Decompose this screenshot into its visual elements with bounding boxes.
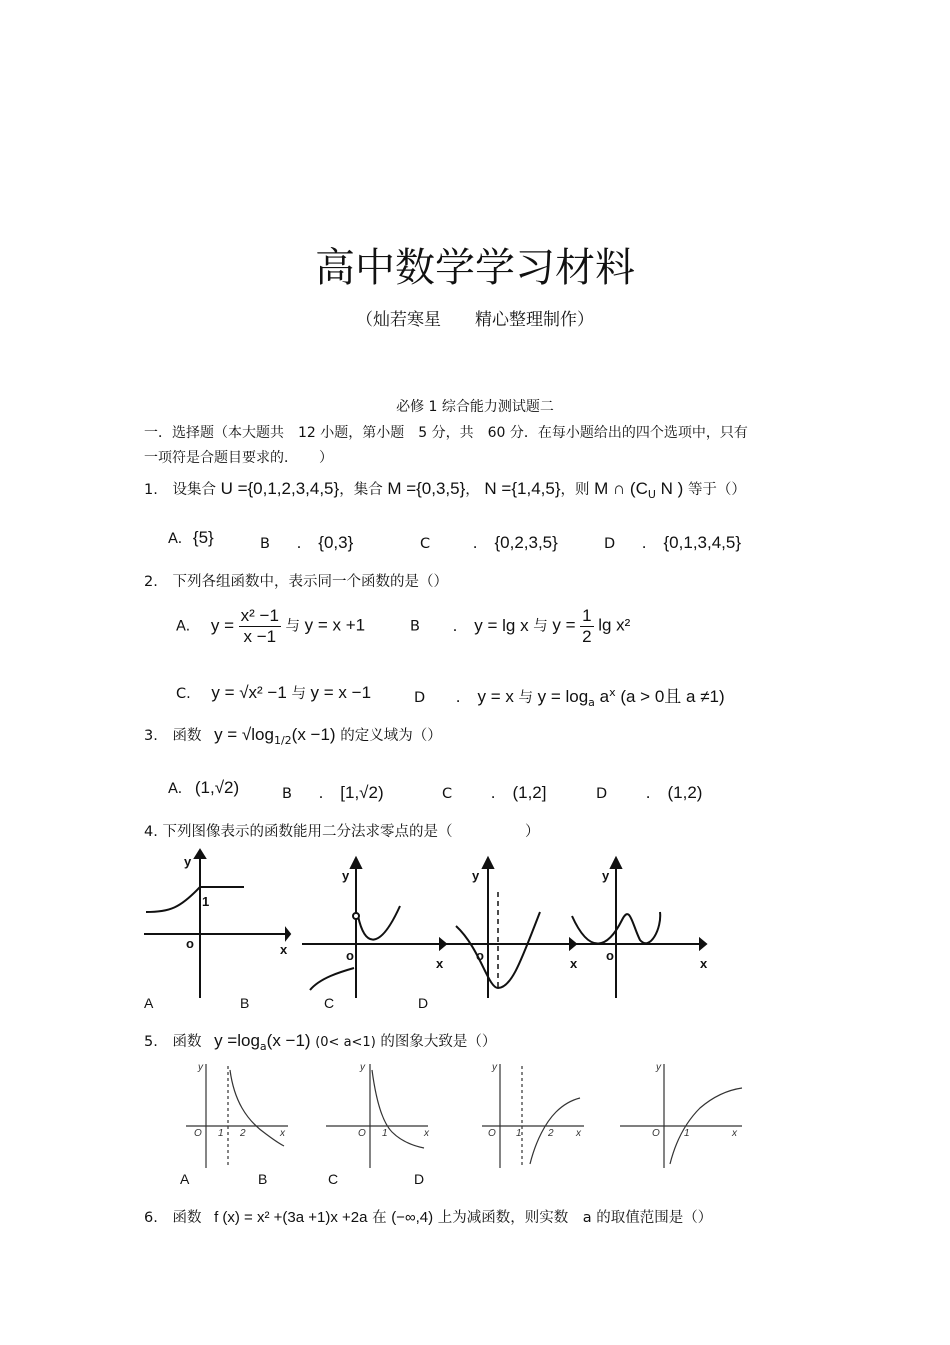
- axis-label-x: x: [424, 1128, 429, 1139]
- axis-label-y: y: [184, 854, 192, 869]
- axis-label-x: x: [732, 1128, 737, 1139]
- graph-a-curve: [146, 887, 244, 912]
- axis-mark-one: 1: [516, 1128, 522, 1139]
- q3-option-c[interactable]: [442, 778, 546, 803]
- graph-b-curve: [358, 906, 400, 940]
- question-number: 1.: [144, 482, 158, 498]
- q1-option-a[interactable]: [168, 528, 214, 548]
- y-axis-arrow: [195, 850, 205, 858]
- expression: y = √x² −1: [211, 683, 287, 702]
- connector: 与: [285, 618, 301, 635]
- condition: (0< a<1): [315, 1035, 376, 1050]
- subscript: 1/2: [273, 733, 292, 747]
- graph-b-curve: [372, 1070, 424, 1148]
- axis-label-x: x: [280, 942, 288, 957]
- axis-label-x: x: [280, 1128, 285, 1139]
- section-heading-line2: 一项符是合题目要求的． ）: [144, 450, 333, 466]
- y-axis-arrow: [351, 858, 361, 868]
- q2-option-a[interactable]: [176, 606, 365, 647]
- graph-label-c: C: [328, 1171, 339, 1187]
- graph-b-lower-curve: [310, 968, 354, 990]
- fraction: [580, 606, 593, 647]
- q2-option-b[interactable]: [410, 606, 630, 647]
- subscript: a: [588, 695, 595, 709]
- set-n: N ={1,4,5}: [484, 479, 561, 498]
- subscript: a: [259, 1039, 267, 1053]
- question-text: 在: [372, 1210, 387, 1226]
- question-number: 5.: [144, 1034, 158, 1050]
- graph-label-d: D: [418, 995, 429, 1011]
- q1-option-d[interactable]: [604, 528, 741, 553]
- question-2: [144, 570, 448, 591]
- expression: y =log: [214, 1031, 260, 1050]
- q3-option-b[interactable]: [282, 778, 384, 803]
- expression: (x −1): [291, 725, 336, 744]
- option-value: . (1,2): [645, 783, 703, 802]
- test-title: 必修 1 综合能力测试题二: [396, 399, 554, 415]
- q2-option-c[interactable]: [176, 682, 371, 703]
- question-number: 2.: [144, 574, 158, 590]
- connector: 与: [533, 618, 548, 635]
- expression: . y = lg x: [452, 615, 529, 635]
- option-label: A.: [176, 618, 191, 635]
- expression: (x −1): [266, 1031, 311, 1050]
- axis-mark-one: 1: [202, 894, 210, 909]
- question-tail: 的定义域为（）: [340, 728, 442, 744]
- separator: ，: [465, 482, 480, 498]
- option-label: D: [596, 786, 608, 802]
- expression: N ): [655, 479, 684, 498]
- axis-label-y: y: [342, 868, 350, 883]
- option-label: C: [420, 536, 431, 552]
- origin-label: O: [358, 1128, 366, 1139]
- graph-label-d: D: [414, 1171, 425, 1187]
- expression: . y = x: [455, 687, 514, 706]
- page-subtitle: （灿若寒星 精心整理制作）: [356, 310, 594, 330]
- origin-label: o: [476, 948, 484, 963]
- axis-label-y: y: [360, 1062, 365, 1073]
- option-value: . {0,3}: [296, 533, 354, 552]
- axis-mark-two: 2: [240, 1128, 246, 1139]
- subscript: U: [647, 487, 656, 501]
- origin-label: o: [606, 948, 614, 963]
- axis-label-y: y: [198, 1062, 203, 1073]
- axis-label-x: x: [570, 956, 578, 971]
- section-heading-line1: 一．选择题（本大题共 12 小题，第小题 5 分，共 60 分．在每小题给出的四个选项中，只有: [144, 425, 748, 441]
- condition: (a > 0且 a ≠1): [615, 687, 725, 706]
- expression: y = log: [537, 687, 589, 706]
- x-axis-arrow: [700, 939, 706, 949]
- axis-mark-one: 1: [218, 1128, 224, 1139]
- axis-label-y: y: [602, 868, 610, 883]
- axis-label-x: x: [576, 1128, 581, 1139]
- question-text: 设集合: [172, 482, 216, 498]
- question-4: 4. 下列图像表示的函数能用二分法求零点的是（ ）: [144, 824, 540, 840]
- option-label: B: [410, 618, 420, 635]
- origin-label: o: [346, 948, 354, 963]
- numerator: x² −1: [240, 606, 279, 625]
- connector: 与: [518, 690, 533, 706]
- x-axis-arrow: [440, 939, 446, 949]
- q5-graphs-figure: [176, 1060, 756, 1190]
- option-value: . {0,2,3,5}: [472, 533, 558, 552]
- axis-mark-one: 1: [382, 1128, 388, 1139]
- x-axis-arrow: [286, 929, 290, 939]
- page-title: 高中数学学习材料: [315, 245, 635, 291]
- q3-option-d[interactable]: [596, 778, 702, 803]
- denominator: 2: [582, 627, 592, 646]
- set-m: M ={0,3,5}: [387, 479, 466, 498]
- question-1: [144, 478, 746, 501]
- graph-label-c: C: [324, 995, 335, 1011]
- axis-mark-two: 2: [548, 1128, 554, 1139]
- expression: M ∩ (C: [594, 479, 648, 498]
- q1-option-b[interactable]: [260, 528, 353, 553]
- expression: f (x) = x² +(3a +1)x +2a: [214, 1209, 368, 1226]
- origin-label: O: [652, 1128, 660, 1139]
- option-label: B: [260, 536, 270, 552]
- option-value: . {0,1,3,4,5}: [641, 533, 742, 552]
- axis-label-y: y: [492, 1062, 497, 1073]
- question-tail: 等于（）: [687, 482, 746, 498]
- expression: y =: [552, 615, 576, 635]
- option-label: A.: [168, 531, 183, 547]
- graph-b-open-point: [353, 913, 359, 919]
- axis-label-y: y: [656, 1062, 661, 1073]
- graph-label-a: A: [144, 995, 154, 1011]
- origin-label: O: [194, 1128, 202, 1139]
- q1-option-c[interactable]: [420, 528, 558, 553]
- x-axis-arrow: [570, 939, 576, 949]
- question-3: [144, 724, 442, 747]
- q2-option-d[interactable]: [414, 682, 725, 709]
- connector: 与: [291, 686, 306, 702]
- option-label: C: [442, 786, 453, 802]
- question-text: 函数: [172, 728, 202, 744]
- expression: y =: [210, 615, 235, 635]
- option-value: {5}: [192, 528, 214, 547]
- question-5: [144, 1030, 496, 1053]
- question-6: [144, 1206, 712, 1227]
- question-text: ，则: [560, 482, 590, 498]
- option-label: D: [414, 690, 426, 706]
- y-axis-arrow: [483, 858, 493, 868]
- expression: y = √log: [214, 725, 274, 744]
- question-text: 函数: [172, 1210, 202, 1226]
- interval: (−∞,4): [391, 1209, 434, 1226]
- origin-label: O: [488, 1128, 496, 1139]
- origin-label: o: [186, 936, 194, 951]
- graph-label-a: A: [180, 1171, 190, 1187]
- question-text: 函数: [172, 1034, 202, 1050]
- graph-c-curve: [530, 1098, 580, 1164]
- graph-a-curve: [230, 1070, 284, 1146]
- axis-label-x: x: [436, 956, 444, 971]
- option-label: B: [282, 786, 292, 802]
- y-axis-arrow: [611, 858, 621, 868]
- numerator: 1: [582, 606, 592, 625]
- option-label: D: [604, 536, 616, 552]
- q3-option-a[interactable]: [168, 778, 239, 798]
- expression: lg x²: [598, 615, 631, 635]
- set-u: U ={0,1,2,3,4,5}: [220, 479, 340, 498]
- q4-graphs-figure: [140, 848, 720, 1018]
- question-number: 3.: [144, 728, 158, 744]
- option-label: C.: [176, 686, 191, 702]
- denominator: x −1: [243, 627, 277, 646]
- graph-label-b: B: [240, 995, 250, 1011]
- axis-mark-one: 1: [684, 1128, 690, 1139]
- option-label: A.: [168, 781, 183, 797]
- option-value: . [1,√2): [318, 783, 384, 802]
- question-number: 6.: [144, 1210, 158, 1226]
- graph-label-b: B: [258, 1171, 268, 1187]
- option-value: (1,√2): [194, 778, 240, 797]
- expression: y = x −1: [310, 683, 372, 702]
- option-value: . (1,2]: [490, 783, 547, 802]
- fraction: [239, 606, 281, 647]
- axis-label-x: x: [700, 956, 708, 971]
- expression: a: [594, 687, 610, 706]
- question-text: ，集合: [339, 482, 383, 498]
- expression: y = x +1: [304, 615, 366, 635]
- question-tail: 的图象大致是（）: [380, 1034, 497, 1050]
- axis-label-y: y: [472, 868, 480, 883]
- question-tail: 上为减函数，则实数 a 的取值范围是（）: [437, 1210, 713, 1226]
- superscript: x: [609, 686, 616, 700]
- question-text: 下列各组函数中，表示同一个函数的是（）: [172, 574, 448, 590]
